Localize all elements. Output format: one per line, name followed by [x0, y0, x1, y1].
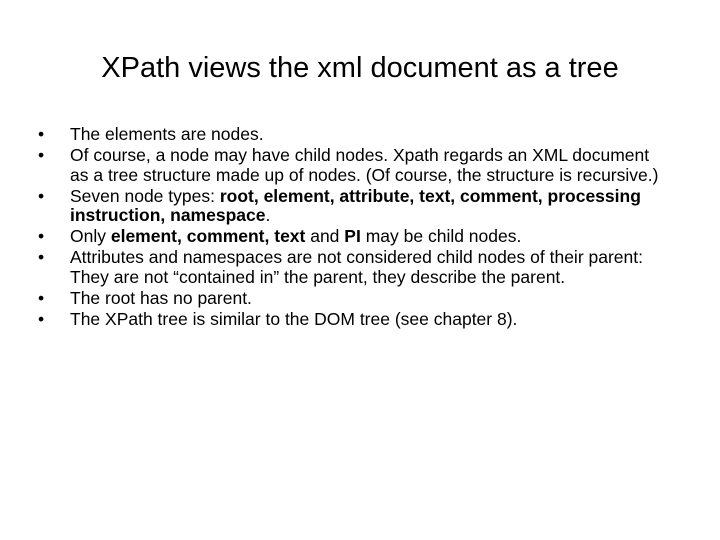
bullet-icon: •	[38, 287, 45, 308]
bullet-text: may be child nodes.	[360, 226, 522, 246]
bullet-text: .	[265, 205, 271, 225]
bullet-text: Seven node types:	[70, 185, 220, 206]
bullet-text: Only	[70, 226, 111, 246]
bullet-item	[38, 146, 668, 185]
bullet-text-bold: PI	[344, 226, 361, 246]
bullet-item	[38, 227, 668, 247]
bullet-item	[38, 248, 668, 287]
bullet-item	[38, 187, 668, 226]
bullet-text: Attributes and namespaces are not considered child nodes of their parent: They are not “contained in” the parent, they describe the parent.	[70, 247, 643, 287]
bullet-icon: •	[38, 145, 45, 165]
bullet-item	[38, 125, 668, 145]
bullet-icon: •	[38, 308, 45, 329]
bullet-text: and	[305, 226, 345, 246]
bullet-text-bold: element, comment, text	[110, 226, 306, 246]
bullet-icon: •	[38, 247, 45, 267]
bullet-item	[38, 310, 668, 330]
bullet-text: The elements are nodes.	[70, 124, 264, 144]
bullet-text: Of course, a node may have child nodes. Xpath regards an XML document as a tree structure made up of nodes. (Of course, the structure is recursive.)	[70, 145, 659, 185]
bullet-text: The XPath tree is similar to the DOM tree (see chapter 8).	[70, 308, 518, 329]
bullet-icon: •	[38, 124, 45, 144]
bullet-list	[38, 125, 668, 331]
bullet-text-bold: root, element, attribute, text, comment, processing instruction, namespace	[70, 185, 641, 225]
bullet-icon: •	[38, 185, 45, 206]
bullet-text: The root has no parent.	[70, 287, 252, 308]
slide-title: XPath views the xml document as a tree	[101, 52, 619, 84]
bullet-icon: •	[38, 226, 45, 246]
bullet-item	[38, 289, 668, 309]
